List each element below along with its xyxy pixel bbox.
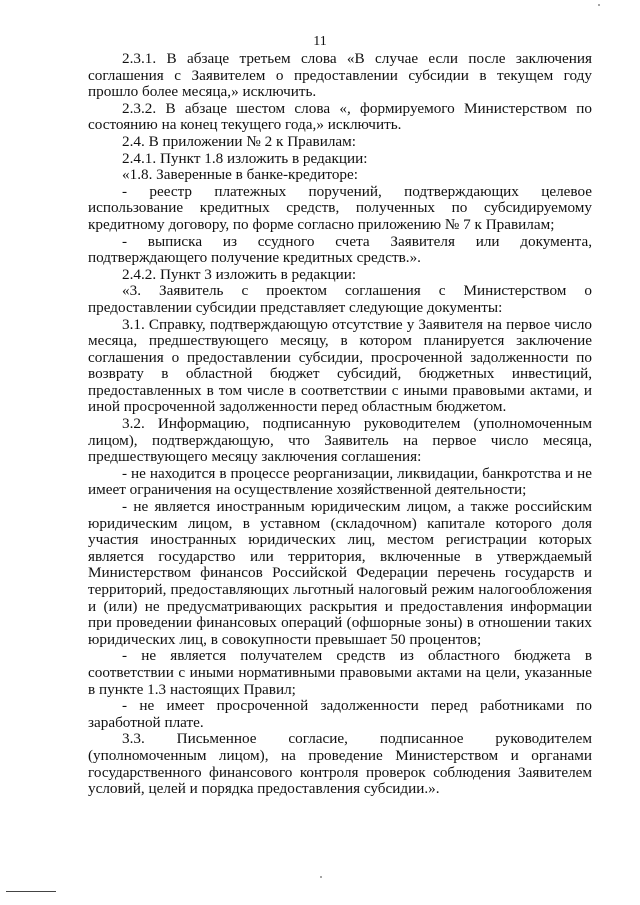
paragraph: - не имеет просроченной задолженности перед работниками по заработной плате.: [88, 697, 592, 731]
paragraph: 2.4.1. Пункт 1.8 изложить в редакции:: [122, 149, 368, 167]
paragraph: «1.8. Заверенные в банке-кредиторе:: [122, 166, 358, 184]
paragraph: - не является иностранным юридическим лицом, а также российским юридическим лицом, в уставном (складочном) капитале которого доля участия иностранных юридических лиц, местом регистрации которых является государство или территория, включенные в утверждаемый Министерством финансов Российской Федерации перечень государств и территорий, предоставляющих льготный налоговый режим налогообложения и (или) не предусматривающих раскрытия и предоставления информации при проведении финансовых операций (офшорные зоны) в отношении таких юридических лиц, в совокупности превышает 50 процентов;: [88, 498, 592, 648]
scan-speck: [598, 4, 600, 6]
paragraph: - выписка из ссудного счета Заявителя или документа, подтверждающего получение кредитных средств.».: [88, 232, 592, 267]
paragraph: «3. Заявитель с проектом соглашения с Министерством о предоставлении субсидии представляет следующие документы:: [88, 282, 592, 316]
paragraph: 2.4. В приложении № 2 к Правилам:: [122, 132, 356, 150]
paragraph: - реестр платежных поручений, подтверждающих целевое использование кредитных средств, полученных по субсидируемому кредитному договору, по форме согласно приложению № 7 к Правилам;: [88, 182, 592, 233]
document-body: [88, 51, 592, 798]
page-number: 11: [313, 34, 327, 49]
paragraph: 2.3.1. В абзаце третьем слова «В случае если после заключения соглашения с Заявителем о предоставлении субсидии в текущем году прошло более месяца,» исключить.: [88, 50, 592, 101]
paragraph: - не является получателем средств из областного бюджета в соответствии с иными нормативными правовыми актами на цели, указанные в пункте 1.3 настоящих Правил;: [88, 647, 592, 698]
paragraph: 3.2. Информацию, подписанную руководителем (уполномоченным лицом), подтверждающую, что Заявитель на первое число месяца, предшествующего месяцу заключения соглашения:: [88, 415, 592, 466]
paragraph: 3.1. Справку, подтверждающую отсутствие у Заявителя на первое число месяца, предшествующего месяцу, в котором планируется заключение соглашения о предоставлении субсидии, просроченной задолженности по возврату в областной бюджет субсидий, бюджетных инвестиций, предоставленных в том числе в соответствии с иными правовыми актами, и иной просроченной задолженности перед областным бюджетом.: [88, 315, 592, 416]
paragraph: 2.4.2. Пункт 3 изложить в редакции:: [122, 265, 357, 283]
paragraph: 3.3. Письменное согласие, подписанное руководителем (уполномоченным лицом), на проведение Министерством и органами государственного финансового контроля проверок соблюдения Заявителем условий, целей и порядка предоставления субсидии.».: [88, 730, 592, 798]
scan-edge-line: [6, 891, 56, 892]
paragraph: - не находится в процессе реорганизации, ликвидации, банкротства и не имеет ограничения на осуществление хозяйственной деятельности;: [88, 464, 592, 499]
scan-speck: [320, 876, 322, 878]
paragraph: 2.3.2. В абзаце шестом слова «, формируемого Министерством по состоянию на конец текущего года,» исключить.: [88, 99, 592, 134]
